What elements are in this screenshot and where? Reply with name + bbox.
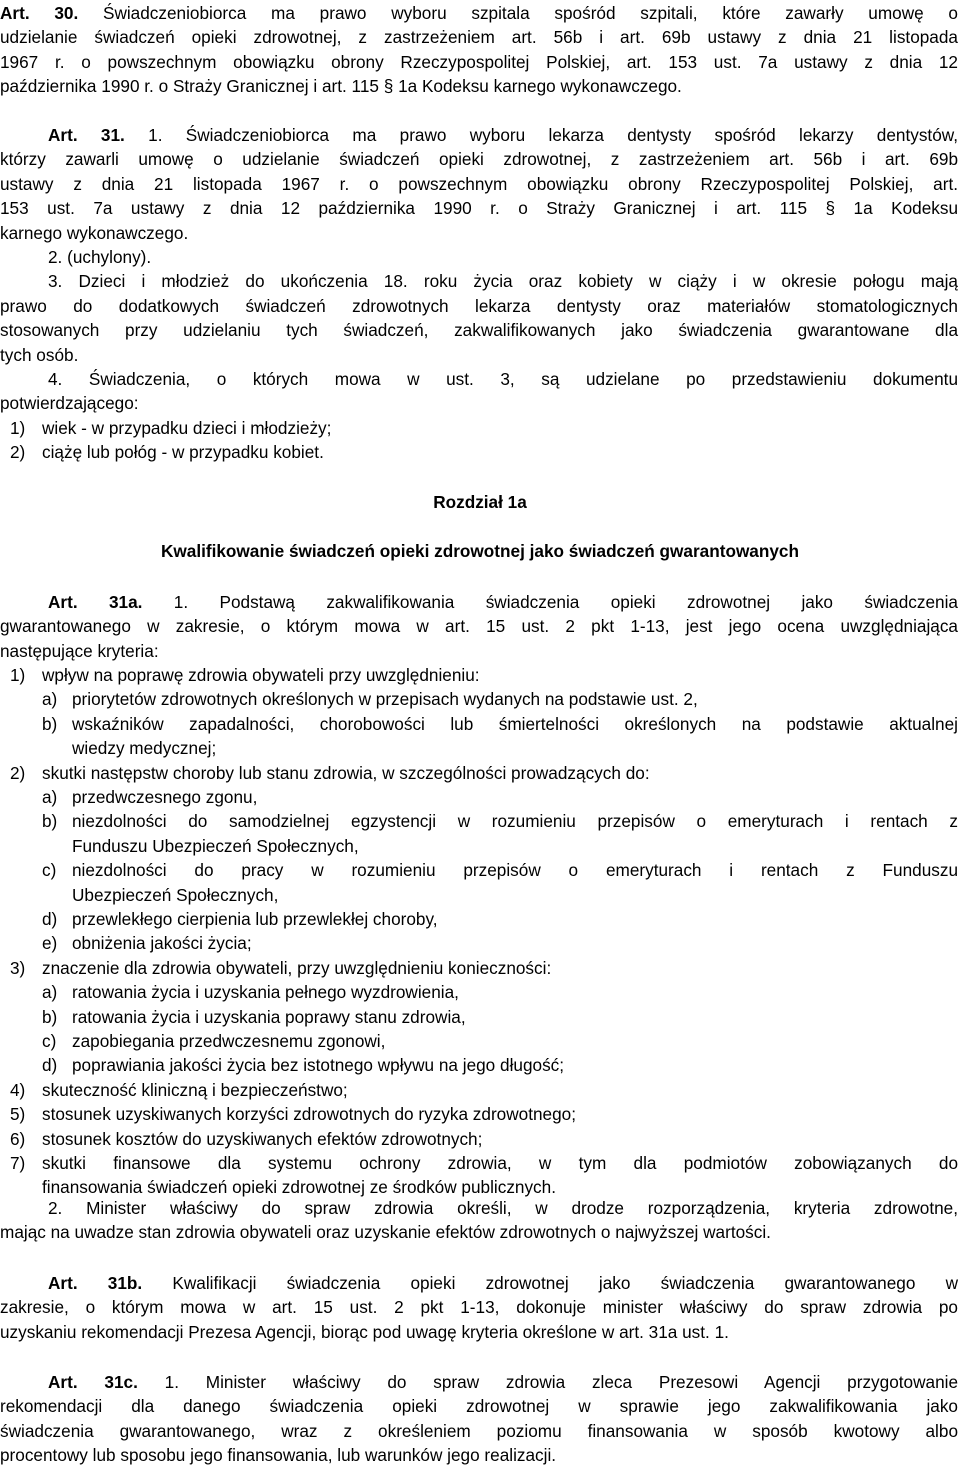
article-31-line: tych osób.	[0, 344, 79, 365]
list-item	[10, 1078, 958, 1102]
article-31-line: stosowanych przy udzielaniu tych świadczeń, zakwalifikowanych jako świadczenia gwarantowane dla	[0, 320, 958, 341]
article-30-line: udzielanie świadczeń opieki zdrowotnej, z zastrzeżeniem art. 56b i art. 69b ustawy z dnia 21 listopada	[0, 27, 958, 48]
article-30-line: 1967 r. o powszechnym obowiązku obrony Rzeczypospolitej Polskiej, art. 153 ust. 7a ustawy z dnia 12	[0, 51, 958, 72]
article-31-line: potwierdzającego:	[0, 393, 139, 414]
article-31c-line: procentowy lub sposobu jego finansowania, lub warunków jego realizacji.	[0, 1445, 557, 1466]
list-item-number: b)	[42, 811, 58, 832]
article-31a-line: mając na uwadze stan zdrowia obywateli oraz uzyskanie efektów zdrowotnych o najwyższej wartości.	[0, 1222, 771, 1243]
list-item-number: b)	[42, 1006, 58, 1027]
list-item-number: 4)	[10, 1079, 26, 1100]
list-item	[42, 687, 958, 711]
article-31b-line: zakresie, o którym mowa w art. 15 ust. 2 pkt 1-13, dokonuje minister właściwy do spraw zdrowia po	[0, 1297, 958, 1318]
list-item-text: stosunek uzyskiwanych korzyści zdrowotnych do ryzyka zdrowotnego;	[42, 1104, 576, 1125]
list-item-text: skuteczność kliniczną i bezpieczeństwo;	[42, 1079, 348, 1100]
list-item	[42, 980, 958, 1004]
list-item-number: e)	[42, 933, 58, 954]
article-31c-line: świadczenia gwarantowanego, wraz z określeniem poziomu finansowania w sposób kwotowy albo	[0, 1420, 958, 1441]
list-item-text: Funduszu Ubezpieczeń Społecznych,	[72, 835, 359, 856]
article-30-line: października 1990 r. o Straży Granicznej i art. 115 § 1a Kodeksu karnego wykonawczego.	[0, 76, 682, 97]
list-item-text: niezdolności do pracy w rozumieniu przepisów o emeryturach i rentach z Funduszu	[72, 860, 958, 881]
list-item-text: Ubezpieczeń Społecznych,	[72, 884, 279, 905]
list-item-number: b)	[42, 713, 58, 734]
list-item-number: c)	[42, 1031, 57, 1051]
article-label: Art. 31.	[48, 125, 125, 145]
list-item-number: 2)	[10, 762, 26, 783]
list-item-number: 7)	[10, 1153, 26, 1173]
list-item: 2) ciążę lub połóg - w przypadku kobiet.	[10, 442, 324, 462]
list-item-text: znaczenie dla zdrowia obywateli, przy uwzględnieniu konieczności:	[42, 957, 552, 978]
article-31a-line: 2. Minister właściwy do spraw zdrowia określi, w drodze rozporządzenia, kryteria zdrowotne,	[48, 1198, 958, 1218]
list-item-text: skutki finansowe dla systemu ochrony zdrowia, w tym dla podmiotów zobowiązanych do	[42, 1153, 958, 1173]
list-item	[42, 1053, 958, 1077]
list-item	[42, 809, 958, 858]
article-31-line: Art. 31. 1. Świadczeniobiorca ma prawo wyboru lekarza dentysty spośród lekarzy dentystów,	[48, 125, 958, 145]
article-31b-line: uzyskaniu rekomendacji Prezesa Agencji, biorąc pod uwagę kryteria określone w art. 31a ust. 1.	[0, 1321, 729, 1342]
article-label: Art. 30.	[0, 3, 79, 23]
article-31b-line: Art. 31b. Kwalifikacji świadczenia opieki zdrowotnej jako świadczenia gwarantowanego w	[48, 1273, 958, 1293]
list-item: 1) wiek - w przypadku dzieci i młodzieży;	[10, 418, 332, 438]
article-31b	[0, 1271, 958, 1344]
list-item-number: a)	[42, 689, 58, 710]
list-item-number: d)	[42, 1055, 58, 1076]
article-31c-line: Art. 31c. 1. Minister właściwy do spraw zdrowia zleca Prezesowi Agencji przygotowanie	[48, 1372, 959, 1392]
list-item-number: 5)	[10, 1104, 26, 1125]
list-item-text: wskaźników zapadalności, chorobowości lub śmiertelności określonych na podstawie aktualnej	[72, 713, 958, 734]
list-item	[42, 858, 958, 907]
article-31-line: ustawy z dnia 21 listopada 1967 r. o powszechnym obowiązku obrony Rzeczypospolitej Polskiej, art.	[0, 173, 958, 194]
list-item	[42, 1005, 958, 1029]
list-item	[10, 663, 958, 687]
list-item-text: priorytetów zdrowotnych określonych w przepisach wydanych na podstawie ust. 2,	[72, 689, 698, 710]
article-label: Art. 31a.	[48, 592, 143, 612]
article-31-line: 153 ust. 7a ustawy z dnia 12 października 1990 r. o Straży Granicznej i art. 115 § 1a Kodeksu	[0, 198, 958, 219]
list-item	[42, 931, 958, 955]
article-31-line: 3. Dzieci i młodzież do ukończenia 18. roku życia oraz kobiety w ciąży i w okresie połogu mają	[48, 271, 958, 292]
article-31a-paragraph-2	[0, 1196, 958, 1245]
article-label: Art. 31b.	[48, 1273, 143, 1293]
list-item-number: 6)	[10, 1128, 26, 1149]
list-item-text: poprawiania jakości życia bez istotnego wpływu na jego długość;	[72, 1055, 565, 1076]
list-item-number: a)	[42, 982, 58, 1003]
list-item-text: obniżenia jakości życia;	[72, 933, 252, 954]
list-item-number: d)	[42, 909, 58, 929]
article-31-line: którzy zawarli umowę o udzielanie świadczeń opieki zdrowotnej, z zastrzeżeniem art. 56b i art. 69b	[0, 149, 958, 170]
list-item-text: zapobiegania przedwczesnemu zgonowi,	[72, 1031, 386, 1051]
article-31-line: karnego wykonawczego.	[0, 222, 189, 243]
list-item-number: c)	[42, 860, 57, 881]
article-31a-line: gwarantowanego w zakresie, o którym mowa w art. 15 ust. 2 pkt 1-13, jest jego ocena uwzględniająca	[0, 616, 958, 637]
article-31-line: 4. Świadczenia, o których mowa w ust. 3, są udzielane po przedstawieniu dokumentu	[48, 368, 958, 389]
list-item-text: ratowania życia i uzyskania pełnego wyzdrowienia,	[72, 982, 459, 1003]
list-item-text: wpływ na poprawę zdrowia obywateli przy uwzględnieniu:	[42, 665, 480, 685]
list-item-text: skutki następstw choroby lub stanu zdrowia, w szczególności prowadzących do:	[42, 762, 650, 783]
list-item-number: 1)	[10, 665, 26, 685]
list-item	[10, 761, 958, 785]
list-item-text: finansowania świadczeń opieki zdrowotnej ze środków publicznych.	[42, 1177, 556, 1198]
article-30	[0, 1, 958, 99]
list-item-number: a)	[42, 787, 58, 807]
article-31a-line: następujące kryteria:	[0, 640, 159, 661]
article-31	[0, 123, 958, 416]
article-31-paragraph-2: 2. (uchylony).	[48, 246, 152, 267]
article-31c	[0, 1370, 958, 1468]
list-item-number: 3)	[10, 957, 26, 978]
article-31c-line: rekomendacji dla danego świadczenia opieki zdrowotnej w sprawie jego zakwalifikowania jako	[0, 1396, 958, 1417]
list-item-text: wiedzy medycznej;	[72, 738, 217, 759]
article-31-line: prawo do dodatkowych świadczeń zdrowotnych lekarza dentysty oraz materiałów stomatologicznych	[0, 295, 958, 316]
list-item-text: przewlekłego cierpienia lub przewlekłej choroby,	[72, 909, 438, 929]
list-item-text: stosunek kosztów do uzyskiwanych efektów zdrowotnych;	[42, 1128, 483, 1149]
list-item	[10, 1127, 958, 1151]
list-item	[10, 1102, 958, 1126]
list-item	[42, 1029, 958, 1053]
list-item	[10, 1151, 958, 1200]
list-item-text: przedwczesnego zgonu,	[72, 787, 258, 807]
list-item	[10, 956, 958, 980]
chapter-number: Rozdział 1a	[433, 492, 527, 512]
article-31a-line: Art. 31a. 1. Podstawą zakwalifikowania świadczenia opieki zdrowotnej jako świadczenia	[48, 592, 958, 612]
chapter-title: Kwalifikowanie świadczeń opieki zdrowotnej jako świadczeń gwarantowanych	[160, 541, 799, 561]
article-31a-intro	[0, 590, 958, 663]
list-item-text: niezdolności do samodzielnej egzystencji w rozumieniu przepisów o emeryturach i rentach z	[72, 811, 958, 832]
article-label: Art. 31c.	[48, 1372, 138, 1392]
list-item	[42, 907, 958, 931]
article-30-line: Art. 30. Świadczeniobiorca ma prawo wyboru szpitala spośród szpitali, które zawarły umowę o	[0, 3, 958, 23]
list-item	[42, 785, 958, 809]
list-item	[42, 712, 958, 761]
list-item-text: ratowania życia i uzyskania poprawy stanu zdrowia,	[72, 1006, 466, 1027]
